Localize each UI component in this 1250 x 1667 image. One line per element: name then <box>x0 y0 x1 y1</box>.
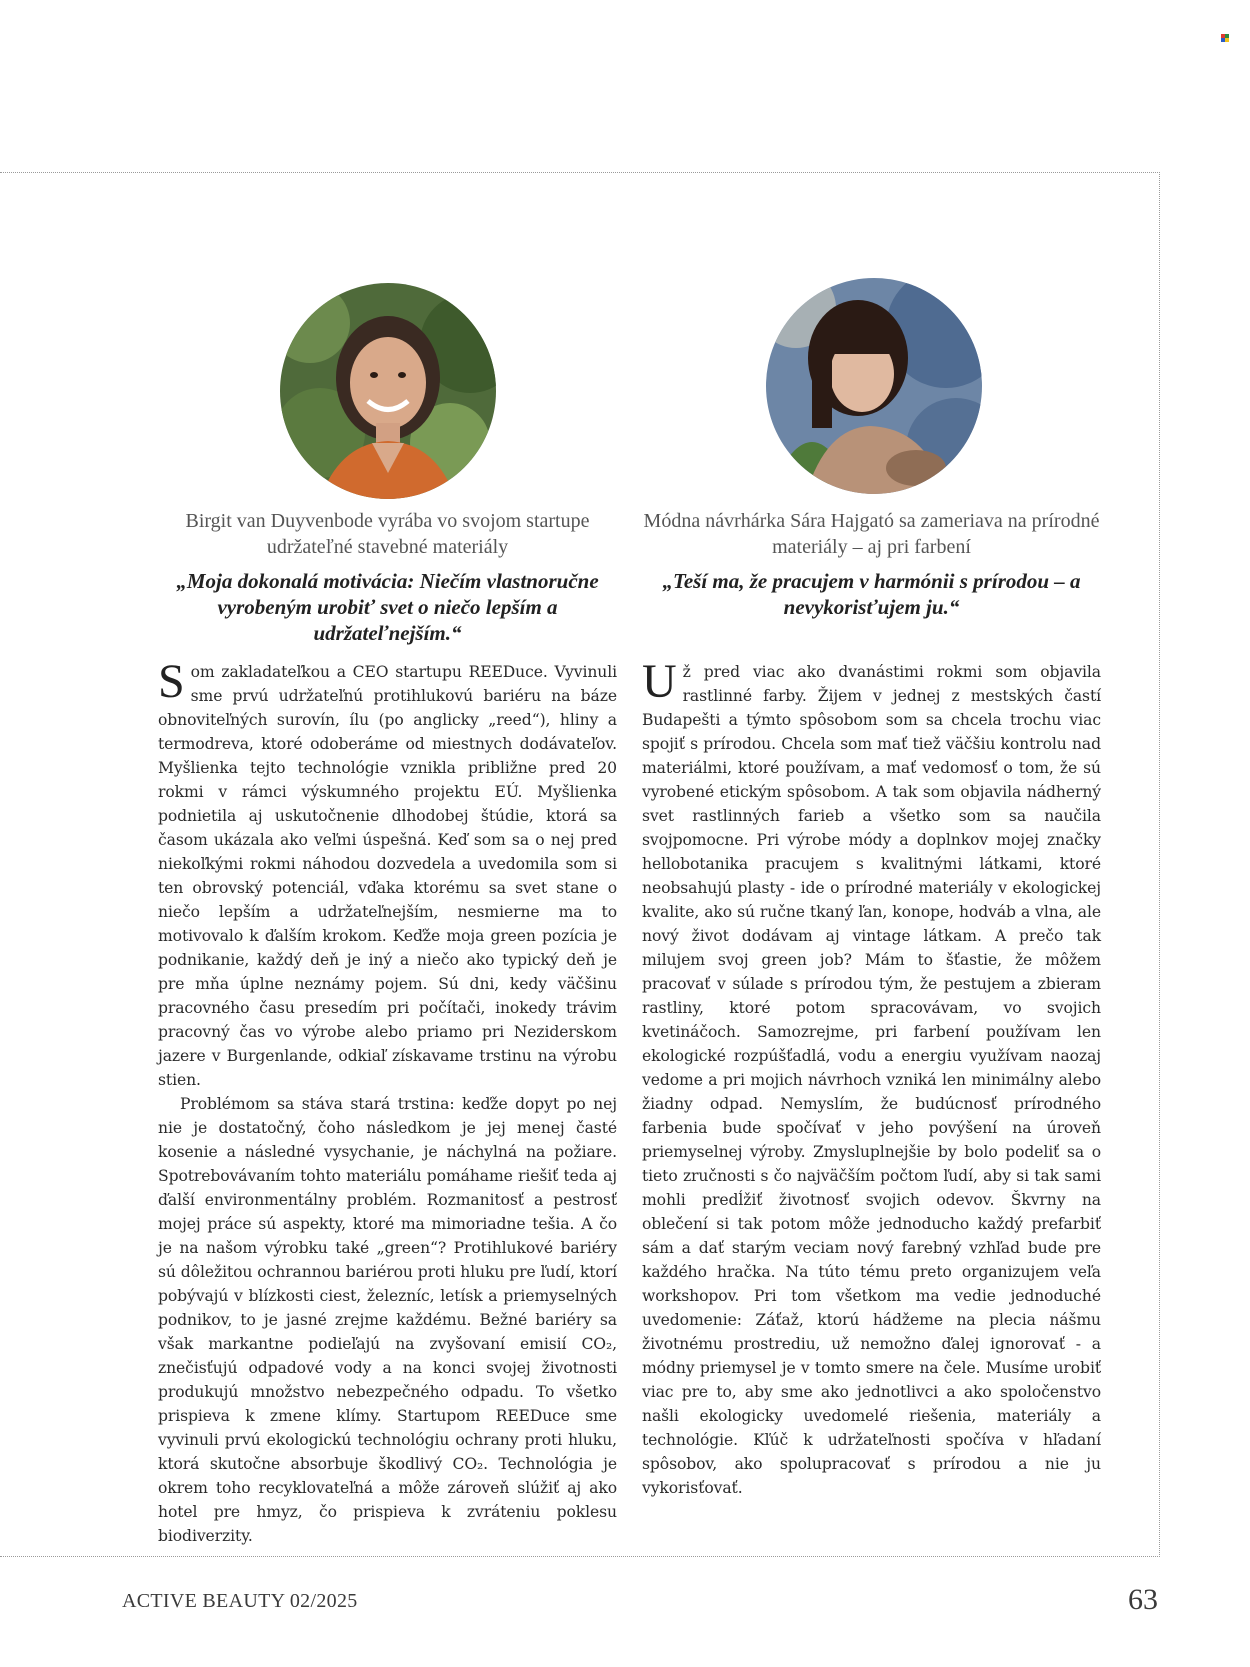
body-right-para1 <box>642 655 1101 1500</box>
body-left-para1-text: om zakladateľkou a CEO startupu REEDuce. Vyvinuli sme prvú udržateľnú protihlukovú bariéru na báze obnoviteľných surovín, ílu (po anglicky „reed“), hliny a termodreva, ktoré odoberáme od miestnych dodávateľov. Myšlienka tejto technológie vznikla približne pred 20 rokmi v rámci výskumného projektu EÚ. Myšlienka podnietila aj uskutočnenie dlhodobej štúdie, ktorá sa časom ukázala ako veľmi úspešná. Keď som sa o nej pred niekoľkými rokmi náhodou dozvedela a uvedomila som si ten obrovský potenciál, vďaka ktorému sa svet stane o niečo lepším a udržateľnejším, nesmierne ma to motivovalo k ďalším krokom. Keďže moja green pozícia je podnikanie, každý deň je iný a niečo ako typický deň je pre mňa úplne neznámy pojem. Sú dni, kedy väčšinu pracovného času presedím pri počítači, inokedy trávim pracovný čas vo výrobe alebo priamo pri Neziderskom jazere v Burgenlande, odkiaľ získavame trstinu na výrobu stien. <box>158 663 617 1089</box>
printer-mark-icon <box>1221 34 1229 42</box>
body-left-para2: Problémom sa stáva stará trstina: keďže dopyt po nej nie je dostatočný, čoho následkom je jej menej časté kosenie a následné vysychanie, je náchylná na požiare. Spotrebovávaním tohto materiálu pomáhame riešiť teda aj ďalší environmentálny problém. Rozmanitosť a pestrosť mojej práce sú aspekty, ktoré ma mimoriadne tešia. A čo je na našom výrobku také „green“? Protihlukové bariéry sú dôležitou ochrannou bariérou proti hluku pre ľudí, ktorí pobývajú v blízkosti ciest, železníc, letísk a priemyselných podnikov, to je jasné zrejme každému. Bežné bariéry sa však markantne podieľajú na zvyšovaní emisií CO₂, znečisťujú odpadové vody a na konci svojej životnosti produkujú množstvo nebezpečného odpadu. To všetko prispieva k zmene klímy. Startupom REEDuce sme vyvinuli prvú ekologickú technológiu ochrany proti hluku, ktorá skutočne absorbuje škodlivý CO₂. Technológia je okrem toho recyklovateľná a môže zároveň slúžiť aj ako hotel pre hmyz, čo prispieva k zvráteniu poklesu biodiverzity. <box>158 1095 617 1545</box>
portrait-birgit <box>280 283 496 499</box>
dropcap-right: U <box>642 655 677 708</box>
dropcap-left: S <box>158 655 185 708</box>
page-number: 63 <box>1128 1583 1158 1616</box>
body-left-para1 <box>158 655 617 1092</box>
magazine-issue: ACTIVE BEAUTY 02/2025 <box>122 1590 358 1612</box>
quote-left: „Moja dokonalá motivácia: Niečím vlastnoručne vyrobeným urobiť svet o niečo lepším a udržateľnejším.“ <box>176 569 599 645</box>
intro-left: Birgit van Duyvenbode vyrába vo svojom startupe udržateľné stavebné materiály <box>185 510 590 558</box>
portrait-sara <box>766 278 982 494</box>
quote-right: „Teší ma, že pracujem v harmónii s prírodou – a nevykorisťujem ju.“ <box>662 569 1081 619</box>
column-right <box>642 508 1101 1500</box>
column-left <box>158 508 617 1548</box>
intro-right: Módna návrhárka Sára Hajgató sa zameriava na prírodné materiály – aj pri farbení <box>643 510 1100 558</box>
body-right-para1-text: ž pred viac ako dvanástimi rokmi som objavila rastlinné farby. Žijem v jednej z mestských častí Budapešti a týmto spôsobom som sa chcela trochu viac spojiť s prírodou. Chcela som mať tiež väčšiu kontrolu nad materiálmi, ktoré používam, a mať vedomosť o tom, že sú vyrobené etickým spôsobom. A tak som objavila nádherný svet rastlinných farieb a všetko som sa naučila svojpomocne. Pri výrobe módy a doplnkov mojej značky hellobotanika pracujem s kvalitnými látkami, ktoré neobsahujú plasty - ide o prírodné materiály v ekologickej kvalite, ako sú ručne tkaný ľan, konope, hodváb a vlna, ale nový život dodávam aj vintage látkam. A prečo tak milujem svoj green job? Mám to šťastie, že môžem pracovať v súlade s prírodou tým, že pestujem a zbieram rastliny, ktoré potom spracovávam, vo svojich kvetináčoch. Samozrejme, pri farbení používam len ekologické rozpúšťadlá, vodu a energiu využívam naozaj vedome a pri mojich návrhoch vzniká len minimálny alebo žiadny odpad. Nemyslím, že budúcnosť prírodného farbenia bude spočívať v jeho povýšení na úroveň priemyselnej výroby. Zmysluplnejšie by bolo podeliť sa o tieto zručnosti s čo najväčším počtom ľudí, aby si tak sami mohli predĺžiť životnosť svojich odevov. Škvrny na oblečení si tak potom môže jednoducho každý prefarbiť sám a dať starým veciam nový farebný vzhľad bude pre každého hračka. Na túto tému preto organizujem veľa workshopov. Pri tom všetkom ma vedie jednoduché uvedomenie: Záťaž, ktorú hádžeme na plecia nášmu životnému prostrediu, už nemožno ďalej ignorovať - a módny priemysel je v tomto smere na čele. Musíme urobiť viac pre to, aby sme ako jednotlivci a ako spoločenstvo našli ekologicky uvedomelé riešenia, materiály a technológie. Kľúč k udržateľnosti spočíva v hľadaní spôsobov, ako spolupracovať s prírodou a nie ju vykorisťovať. <box>642 663 1101 1497</box>
